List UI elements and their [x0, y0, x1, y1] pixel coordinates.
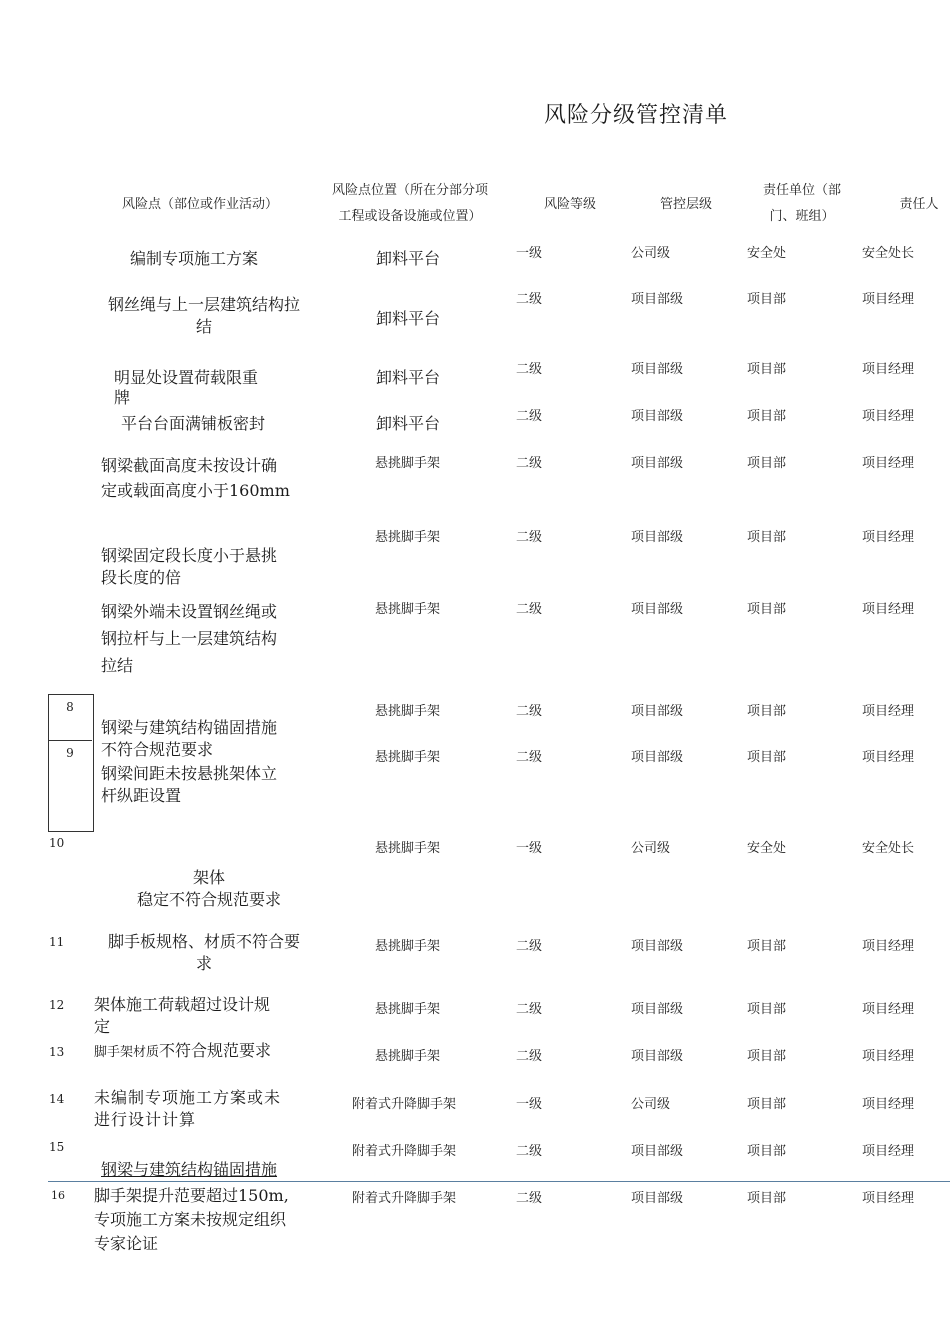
row6-location: 悬挑脚手架 [375, 530, 441, 545]
header-unit: 责任单位（部 门、班组） [762, 183, 841, 224]
row9-point: 钢梁间距未按悬挑架体立 杆纵距设置 [101, 764, 278, 805]
row2-location: 卸料平台 [376, 309, 441, 328]
row8-location: 悬挑脚手架 [375, 704, 441, 719]
row12-point: 架体施工荷载超过设计规 定 [94, 995, 271, 1036]
row10-person: 安全处长 [862, 841, 915, 856]
row5-unit: 项目部 [747, 456, 787, 471]
row10-location: 悬挑脚手架 [375, 841, 441, 856]
row11-person: 项目经理 [862, 939, 915, 954]
row7-unit: 项目部 [747, 602, 787, 617]
row10-control: 公司级 [631, 841, 671, 856]
row2-point: 钢丝绳与上一层建筑结构拉 结 [107, 295, 300, 336]
row9-location: 悬挑脚手架 [375, 750, 441, 765]
row2-level: 二级 [516, 292, 543, 307]
row2-person: 项目经理 [862, 292, 915, 307]
row10-unit: 安全处 [747, 841, 787, 856]
row4-location: 卸料平台 [376, 414, 441, 433]
row15-number: 15 [49, 1140, 65, 1154]
row6-person: 项目经理 [862, 530, 915, 545]
row8-point: 钢梁与建筑结构锚固措施 不符合规范要求 [101, 718, 278, 759]
row16-point: 脚手架提升范要超过150m, 专项施工方案未按规定组织 专家论证 [94, 1186, 289, 1253]
row15-point: 钢梁与建筑结构锚固措施 [101, 1160, 278, 1179]
row11-unit: 项目部 [747, 939, 787, 954]
row-number-box [48, 694, 94, 832]
row13-person: 项目经理 [862, 1049, 915, 1064]
row11-control: 项目部级 [631, 939, 684, 954]
row7-control: 项目部级 [631, 602, 684, 617]
row12-level: 二级 [516, 1002, 543, 1017]
row1-point: 编制专项施工方案 [130, 249, 259, 268]
row13-number: 13 [49, 1045, 65, 1059]
row16-person: 项目经理 [862, 1191, 915, 1206]
row1-control: 公司级 [631, 246, 671, 261]
row16-unit: 项目部 [747, 1191, 787, 1206]
row15-person: 项目经理 [862, 1144, 915, 1159]
row7-point: 钢梁外端未设置钢丝绳或 钢拉杆与上一层建筑结构 拉结 [101, 602, 278, 675]
row5-point: 钢梁截面高度未按设计确 定或载面高度小于160mm [101, 456, 290, 500]
row3-level: 二级 [516, 362, 543, 377]
row16-number: 16 [51, 1189, 65, 1202]
row14-person: 项目经理 [862, 1097, 915, 1112]
header-location: 风险点位置（所在分部分项 工程或设备设施或位置） [331, 183, 488, 224]
row15-location: 附着式升降脚手架 [352, 1144, 457, 1159]
row13-level: 二级 [516, 1049, 543, 1064]
row11-level: 二级 [516, 939, 543, 954]
row9-unit: 项目部 [747, 750, 787, 765]
row2-unit: 项目部 [747, 292, 787, 307]
row14-location: 附着式升降脚手架 [352, 1097, 457, 1112]
row9-number: 9 [66, 746, 74, 760]
row3-unit: 项目部 [747, 362, 787, 377]
row4-level: 二级 [516, 409, 543, 424]
row13-control: 项目部级 [631, 1049, 684, 1064]
row12-person: 项目经理 [862, 1002, 915, 1017]
row8-level: 二级 [516, 704, 543, 719]
row3-person: 项目经理 [862, 362, 915, 377]
header-control: 管控层级 [659, 197, 712, 212]
row3-point: 明显处设置荷载限重 牌 [114, 368, 259, 407]
row14-number: 14 [49, 1092, 65, 1106]
row4-unit: 项目部 [747, 409, 787, 424]
row6-level: 二级 [516, 530, 543, 545]
row8-number: 8 [66, 700, 74, 714]
row7-person: 项目经理 [862, 602, 915, 617]
row8-unit: 项目部 [747, 704, 787, 719]
row16-level: 二级 [516, 1191, 543, 1206]
row11-number: 11 [49, 935, 65, 949]
row12-number: 12 [49, 998, 65, 1012]
row5-level: 二级 [516, 456, 543, 471]
row6-point: 钢梁固定段长度小于悬挑 段长度的倍 [101, 546, 278, 587]
row13-point: 脚手架材质不符合规范要求 [94, 1041, 272, 1060]
row6-control: 项目部级 [631, 530, 684, 545]
row15-control: 项目部级 [631, 1144, 684, 1159]
row12-location: 悬挑脚手架 [375, 1002, 441, 1017]
page-title: 风险分级管控清单 [544, 103, 729, 128]
row15-level: 二级 [516, 1144, 543, 1159]
row4-point: 平台台面满铺板密封 [121, 414, 266, 433]
row14-point: 未编制专项施工方案或未 进行设计计算 [94, 1088, 282, 1129]
header-point: 风险点（部位或作业活动） [121, 197, 278, 212]
row14-level: 一级 [516, 1097, 543, 1112]
row5-person: 项目经理 [862, 456, 915, 471]
row1-location: 卸料平台 [376, 249, 441, 268]
row8-control: 项目部级 [631, 704, 684, 719]
row4-person: 项目经理 [862, 409, 915, 424]
row14-unit: 项目部 [747, 1097, 787, 1112]
row9-control: 项目部级 [631, 750, 684, 765]
row9-level: 二级 [516, 750, 543, 765]
row4-control: 项目部级 [631, 409, 684, 424]
row12-control: 项目部级 [631, 1002, 684, 1017]
row12-unit: 项目部 [747, 1002, 787, 1017]
row-number-divider [48, 740, 92, 741]
row5-control: 项目部级 [631, 456, 684, 471]
row3-location: 卸料平台 [376, 368, 441, 387]
row11-location: 悬挑脚手架 [375, 939, 441, 954]
row10-level: 一级 [516, 841, 543, 856]
row10-number: 10 [49, 836, 65, 850]
row16-control: 项目部级 [631, 1191, 684, 1206]
row2-control: 项目部级 [631, 292, 684, 307]
header-person: 责任人 [899, 197, 939, 212]
row7-level: 二级 [516, 602, 543, 617]
row16-location: 附着式升降脚手架 [352, 1191, 457, 1206]
row5-location: 悬挑脚手架 [375, 456, 441, 471]
row3-control: 项目部级 [631, 362, 684, 377]
table-divider [48, 1181, 950, 1182]
row14-control: 公司级 [631, 1097, 671, 1112]
row13-location: 悬挑脚手架 [375, 1049, 441, 1064]
row10-point: 架体 稳定不符合规范要求 [136, 868, 281, 909]
row13-unit: 项目部 [747, 1049, 787, 1064]
row1-unit: 安全处 [747, 246, 787, 261]
row6-unit: 项目部 [747, 530, 787, 545]
row11-point: 脚手板规格、材质不符合要 求 [107, 932, 300, 973]
row9-person: 项目经理 [862, 750, 915, 765]
row1-level: 一级 [516, 246, 543, 261]
row8-person: 项目经理 [862, 704, 915, 719]
row15-unit: 项目部 [747, 1144, 787, 1159]
row7-location: 悬挑脚手架 [375, 602, 441, 617]
header-level: 风险等级 [543, 197, 596, 212]
row1-person: 安全处长 [862, 246, 915, 261]
